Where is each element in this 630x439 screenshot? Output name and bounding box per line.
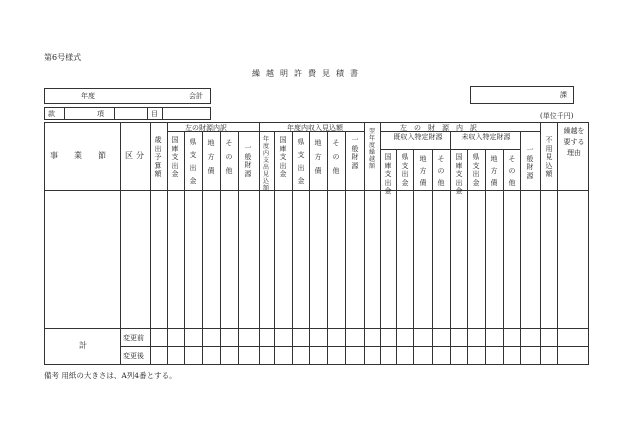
kishu-sub-chihousai: 地方債 (419, 155, 427, 187)
kubun-header: 区分 (125, 151, 147, 160)
nendonai-sub-ken: 県支出金 (297, 138, 305, 185)
nendonai-sub-ippan: 一般財源 (351, 136, 359, 170)
mishu-sub-chihousai: 地方債 (490, 155, 498, 187)
kishu-sub-kokko: 国庫支出金 (384, 153, 392, 196)
nendonai-sub-chihousai: 地方債 (314, 139, 322, 175)
left-sub-kokko: 国庫支出金 (171, 136, 179, 179)
after-label: 変更後 (123, 352, 144, 360)
yokunen-header: 翌年度繰越額 (368, 128, 375, 170)
left-zaigen-header: 左の財源内訳 (185, 124, 227, 132)
nendonai-sub-sonota: その他 (332, 139, 340, 175)
left-sub-sonota: その他 (225, 139, 233, 175)
unit-label: (単位千円) (540, 112, 574, 120)
mishu-sub-ken: 県支出金 (472, 153, 480, 187)
riyuu-header: 繰越を要する理由 (563, 127, 585, 157)
kan-kou-moku-box (44, 107, 211, 120)
mishu-sub-kokko: 国庫支出金 (455, 153, 463, 196)
ippan-header: 一般財源 (526, 146, 534, 180)
kei-label: 計 (79, 341, 87, 350)
kan-label: 款 (48, 110, 55, 118)
left-sub-chihousai: 地方債 (207, 139, 215, 175)
jigyo-header: 事業節 (50, 151, 122, 160)
kaikei-label: 会計 (189, 92, 203, 100)
moku-label: 目 (151, 110, 158, 118)
nendo-kaikei-box (44, 88, 211, 104)
before-label: 変更前 (123, 334, 144, 342)
page-title: 繰越明許費見積書 (252, 69, 364, 78)
mishu-sub-sonota: その他 (508, 155, 516, 187)
ka-label: 課 (560, 91, 567, 99)
kishu-header: 既収入特定財源 (393, 133, 443, 141)
left-sub-ken: 県支出金 (189, 138, 197, 185)
nendonai-first: 年度内支出見込額 (262, 136, 269, 192)
left-detail-header: 左の財源内訳 (400, 124, 484, 132)
left-sub-ippan: 一般財源 (244, 144, 252, 178)
fuyou-header: 不用見込額 (545, 136, 553, 179)
ka-box (470, 86, 574, 104)
saishutsu-header: 歳出予算額 (154, 136, 162, 179)
kishu-sub-sonota: その他 (437, 155, 445, 187)
nendonai-sub-kokko: 国庫支出金 (279, 136, 287, 179)
kishu-sub-ken: 県支出金 (401, 153, 409, 187)
nendonai-header: 年度内収入見込額 (287, 124, 343, 132)
form-number: 第6号様式 (44, 53, 82, 62)
note: 備考 用紙の大きさは、A列4番とする。 (44, 371, 177, 380)
mishu-header: 未収入特定財源 (461, 133, 511, 141)
nendo-label: 年度 (81, 92, 95, 100)
kou-label: 項 (97, 110, 104, 118)
